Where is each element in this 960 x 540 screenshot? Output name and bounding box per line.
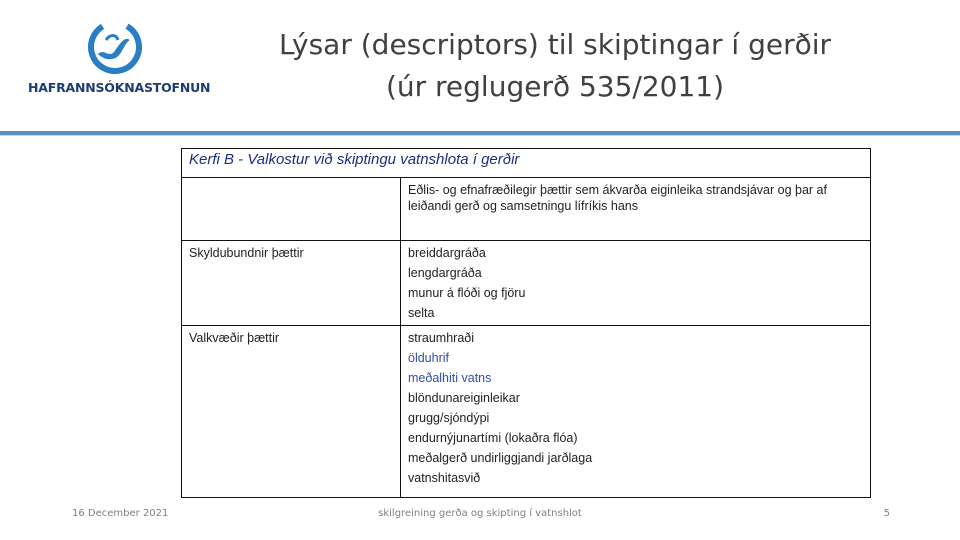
list-item: grugg/sjóndýpi <box>408 411 490 425</box>
table-row <box>182 326 871 498</box>
slide-title <box>230 24 880 108</box>
list-item: meðalgerð undirliggjandi jarðlaga <box>408 451 593 465</box>
title-line-2: (úr reglugerð 535/2011) <box>385 70 725 103</box>
list-item: meðalhiti vatns <box>408 371 492 385</box>
wave-fish-icon <box>84 18 146 76</box>
table-row <box>182 241 871 326</box>
list-item: selta <box>408 306 435 320</box>
optional-label: Valkvæðir þættir <box>189 331 280 345</box>
table-header: Kerfi B - Valkostur við skiptingu vatnshlota í gerðir <box>182 149 871 178</box>
mandatory-label: Skyldubundnir þættir <box>189 246 304 260</box>
page-number: 5 <box>883 508 890 519</box>
list-item: vatnshitasvið <box>408 471 481 485</box>
footer-date: 16 December 2021 <box>72 508 169 519</box>
table-header-row <box>182 149 871 178</box>
footer-caption: skilgreining gerða og skipting í vatnshlot <box>378 508 582 519</box>
list-item: lengdargráða <box>408 266 482 280</box>
items-cell <box>401 326 871 498</box>
descriptor-table <box>181 148 871 498</box>
title-line-1: Lýsar (descriptors) til skiptingar í gerðir <box>278 28 831 61</box>
list-item: breiddargráða <box>408 246 486 260</box>
logo-text: HAFRANNSÓKNASTOFNUN <box>28 80 211 95</box>
list-item: endurnýjunartími (lokaðra flóa) <box>408 431 578 445</box>
list-item: munur á flóði og fjöru <box>408 286 526 300</box>
items-cell <box>401 241 871 326</box>
list-item: ölduhrif <box>408 351 449 365</box>
logo <box>28 18 211 100</box>
row-label <box>182 241 401 326</box>
list-item: blöndunareiginleikar <box>408 391 520 405</box>
table-row <box>182 178 871 241</box>
list-item: straumhraði <box>408 331 474 345</box>
title-divider-shadow <box>0 135 960 136</box>
row-label <box>182 326 401 498</box>
empty-cell <box>182 178 401 241</box>
description-cell: Eðlis- og efnafræðilegir þættir sem ákvarða eiginleika strandsjávar og þar af leiðandi gerð og samsetningu lífríkis hans <box>401 178 871 241</box>
